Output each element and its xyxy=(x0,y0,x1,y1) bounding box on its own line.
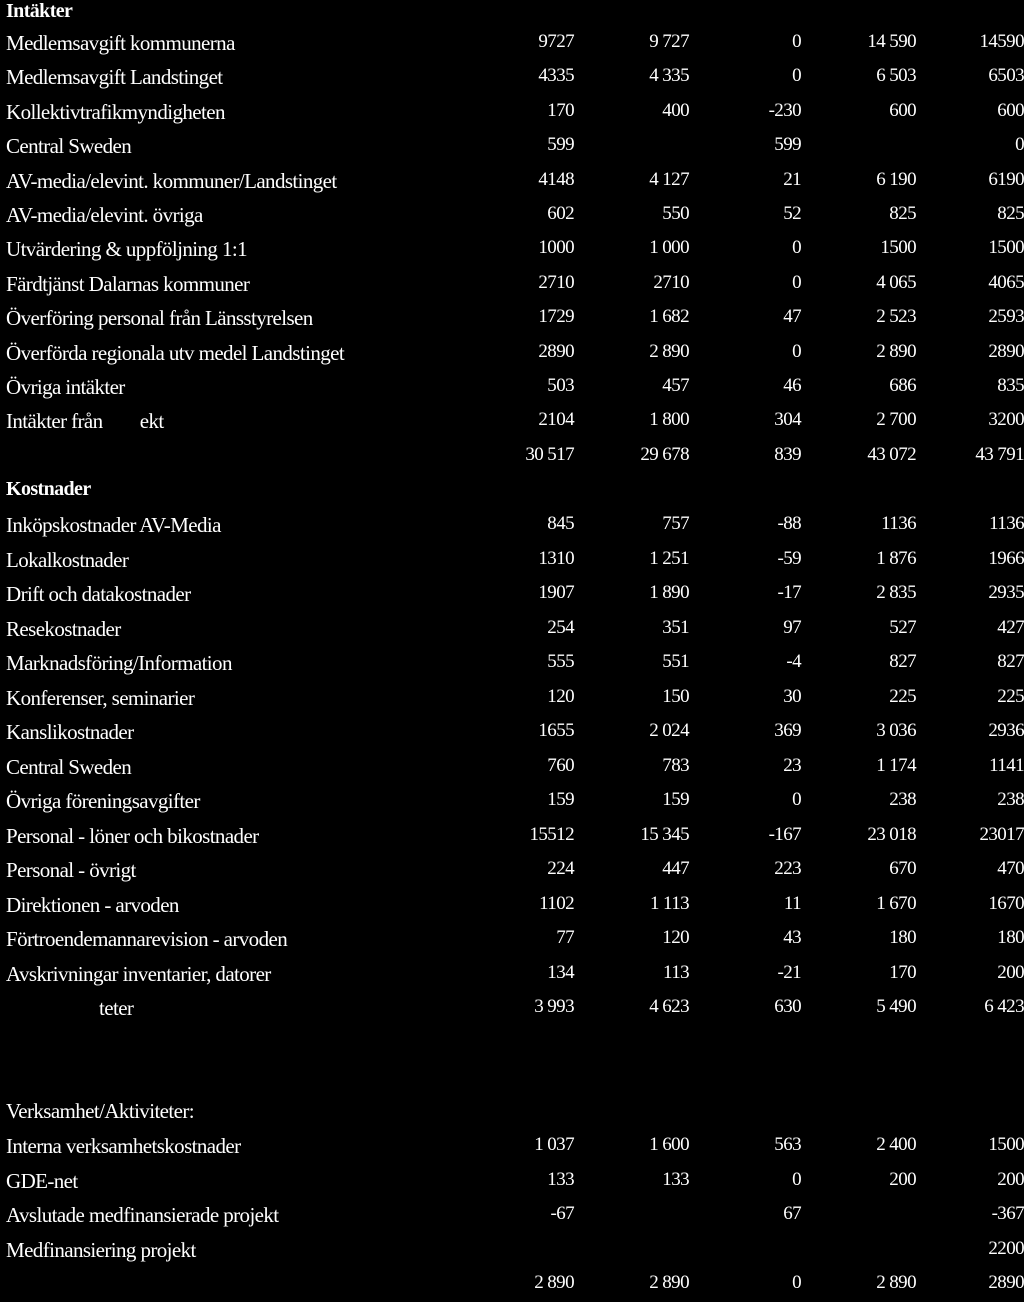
row-label: AV-media/elevint. kommuner/Landstinget xyxy=(6,168,337,193)
value-cell: 0 xyxy=(792,1168,801,1190)
value-cell: 1 890 xyxy=(649,582,689,603)
value-cell: 1 800 xyxy=(649,409,689,431)
row-label: Central Sweden xyxy=(6,754,132,779)
value-cell: 600 xyxy=(889,99,916,121)
value-cell: 503 xyxy=(547,375,574,396)
value-cell: 159 xyxy=(547,789,574,810)
table-row xyxy=(0,582,1024,612)
value-cell: 2890 xyxy=(988,1272,1024,1294)
value-cell: 2936 xyxy=(988,720,1024,741)
value-cell: 225 xyxy=(889,685,916,707)
value-cell: 97 xyxy=(783,616,801,638)
value-cell: 1 037 xyxy=(534,1134,574,1155)
value-cell: 2710 xyxy=(538,271,574,293)
value-cell: 150 xyxy=(662,685,689,707)
row-label: Resekostnader xyxy=(6,616,121,641)
value-cell: -230 xyxy=(768,99,801,121)
table-row xyxy=(0,100,1024,130)
value-cell: 2200 xyxy=(988,1237,1024,1259)
table-row xyxy=(0,1134,1024,1164)
row-label: Interna verksamhetskostnader xyxy=(6,1134,241,1158)
value-cell: 2 400 xyxy=(876,1134,916,1155)
value-cell: 599 xyxy=(547,134,574,156)
row-label: Drift och datakostnader xyxy=(6,582,191,606)
value-cell: 825 xyxy=(889,203,916,224)
value-cell: -67 xyxy=(550,1203,574,1225)
value-cell: 1141 xyxy=(989,754,1024,776)
value-cell: 2 523 xyxy=(876,306,916,328)
value-cell: 6 190 xyxy=(876,168,916,190)
value-cell: 225 xyxy=(997,685,1024,707)
value-cell: 2 890 xyxy=(649,340,689,362)
row-label: Personal - löner och bikostnader xyxy=(6,823,259,848)
table-row xyxy=(0,375,1024,405)
value-cell: 1 682 xyxy=(649,306,689,328)
value-cell: 0 xyxy=(792,340,801,362)
value-cell: 2104 xyxy=(538,409,574,431)
row-label: Central Sweden xyxy=(6,134,132,159)
table-row xyxy=(0,617,1024,647)
value-cell: 563 xyxy=(774,1134,801,1155)
table-row xyxy=(0,824,1024,854)
value-cell: 2890 xyxy=(988,340,1024,362)
value-cell: 670 xyxy=(889,858,916,879)
value-cell: 3200 xyxy=(988,409,1024,431)
row-label: GDE-net xyxy=(6,1168,78,1193)
table-row xyxy=(0,686,1024,716)
table-row xyxy=(0,341,1024,371)
value-cell: 427 xyxy=(997,616,1024,638)
value-cell: 223 xyxy=(774,858,801,879)
row-label: Intäkter från ekt xyxy=(6,409,164,434)
value-cell: 1907 xyxy=(538,582,574,603)
value-cell: 6 503 xyxy=(876,65,916,87)
value-cell: 200 xyxy=(997,1168,1024,1190)
value-cell: 43 072 xyxy=(867,443,916,465)
value-cell: 1729 xyxy=(538,306,574,328)
value-cell: 369 xyxy=(774,720,801,741)
value-cell: 77 xyxy=(556,927,574,948)
value-cell: 4335 xyxy=(538,65,574,87)
value-cell: 630 xyxy=(774,996,801,1017)
value-cell: 133 xyxy=(547,1168,574,1190)
table-row xyxy=(0,996,1024,1026)
value-cell: -21 xyxy=(777,961,801,983)
table-row xyxy=(0,962,1024,992)
value-cell: 783 xyxy=(662,754,689,776)
row-label: Övriga intäkter xyxy=(6,375,125,399)
value-cell: 46 xyxy=(783,375,801,396)
value-cell: 4065 xyxy=(988,271,1024,293)
value-cell: 43 791 xyxy=(975,443,1024,465)
value-cell: 4 127 xyxy=(649,168,689,190)
value-cell: 1 113 xyxy=(649,892,689,914)
value-cell: 304 xyxy=(774,409,801,431)
row-label: Direktionen - arvoden xyxy=(6,892,179,917)
value-cell: 2593 xyxy=(988,306,1024,328)
table-row xyxy=(0,272,1024,302)
table-row xyxy=(0,893,1024,923)
value-cell: 1000 xyxy=(538,237,574,259)
value-cell: 1310 xyxy=(538,547,574,569)
value-cell: 555 xyxy=(547,651,574,672)
table-row xyxy=(0,306,1024,336)
value-cell: 134 xyxy=(547,961,574,983)
value-cell: 4 623 xyxy=(649,996,689,1017)
total-row xyxy=(0,1272,1024,1302)
row-label: Lokalkostnader xyxy=(6,547,129,572)
value-cell: 238 xyxy=(997,789,1024,810)
verksamhet-section-header xyxy=(0,1099,1024,1129)
value-cell: 3 036 xyxy=(876,720,916,741)
row-label: Avskrivningar inventarier, datorer xyxy=(6,961,271,986)
value-cell: 1670 xyxy=(988,892,1024,914)
value-cell: 2710 xyxy=(653,271,689,293)
value-cell: 1 174 xyxy=(876,754,916,776)
row-label: Överförda regionala utv medel Landstinget xyxy=(6,340,345,365)
table-row xyxy=(0,1169,1024,1199)
table-row xyxy=(0,237,1024,267)
table-row xyxy=(0,755,1024,785)
value-cell: 2 890 xyxy=(534,1272,574,1294)
value-cell: 447 xyxy=(662,858,689,879)
value-cell: 30 517 xyxy=(525,443,574,465)
value-cell: 23 018 xyxy=(867,823,916,845)
value-cell: 351 xyxy=(662,616,689,638)
value-cell: -367 xyxy=(991,1203,1024,1225)
value-cell: 1 670 xyxy=(876,892,916,914)
table-row xyxy=(0,409,1024,439)
value-cell: 4 335 xyxy=(649,65,689,87)
value-cell: 1500 xyxy=(880,237,916,259)
value-cell: 2890 xyxy=(538,340,574,362)
value-cell: 47 xyxy=(783,306,801,328)
value-cell: 170 xyxy=(889,961,916,983)
value-cell: 1 251 xyxy=(649,547,689,569)
value-cell: 1102 xyxy=(539,892,574,914)
value-cell: 5 490 xyxy=(876,996,916,1017)
value-cell: 4148 xyxy=(538,168,574,190)
value-cell: 1 600 xyxy=(649,1134,689,1155)
value-cell: 1966 xyxy=(988,547,1024,569)
table-row xyxy=(0,720,1024,750)
value-cell: 6503 xyxy=(988,65,1024,87)
value-cell: 1500 xyxy=(988,237,1024,259)
row-label: Marknadsföring/Information xyxy=(6,651,232,675)
value-cell: 1 000 xyxy=(649,237,689,259)
row-label: Inköpskostnader AV-Media xyxy=(6,513,221,537)
value-cell: 827 xyxy=(889,651,916,672)
value-cell: -88 xyxy=(777,513,801,534)
value-cell: 3 993 xyxy=(534,996,574,1017)
table-row xyxy=(0,65,1024,95)
value-cell: 159 xyxy=(662,789,689,810)
row-label: Övriga föreningsavgifter xyxy=(6,789,200,813)
value-cell: 839 xyxy=(774,443,801,465)
value-cell: 238 xyxy=(889,789,916,810)
table-row xyxy=(0,513,1024,543)
table-row xyxy=(0,134,1024,164)
value-cell: 0 xyxy=(792,1272,801,1294)
value-cell: 11 xyxy=(783,892,801,914)
value-cell: 825 xyxy=(997,203,1024,224)
value-cell: 0 xyxy=(792,789,801,810)
row-label: Kollektivtrafikmyndigheten xyxy=(6,99,225,124)
table-row xyxy=(0,1203,1024,1233)
value-cell: 120 xyxy=(547,685,574,707)
value-cell: 400 xyxy=(662,99,689,121)
row-label: Kanslikostnader xyxy=(6,720,134,744)
value-cell: 2935 xyxy=(988,582,1024,603)
value-cell: 757 xyxy=(662,513,689,534)
value-cell: 9727 xyxy=(538,31,574,52)
value-cell: 0 xyxy=(792,31,801,52)
row-label: Överföring personal från Länsstyrelsen xyxy=(6,306,313,331)
value-cell: 2 024 xyxy=(649,720,689,741)
value-cell: 200 xyxy=(997,961,1024,983)
value-cell: 6190 xyxy=(988,168,1024,190)
value-cell: 43 xyxy=(783,927,801,948)
value-cell: 470 xyxy=(997,858,1024,879)
value-cell: 14590 xyxy=(979,31,1024,52)
intakter-section-header: Intäkter xyxy=(6,0,73,22)
value-cell: 599 xyxy=(774,134,801,156)
value-cell: 180 xyxy=(889,927,916,948)
value-cell: 0 xyxy=(1015,134,1024,156)
value-cell: 760 xyxy=(547,754,574,776)
value-cell: 15512 xyxy=(529,823,574,845)
value-cell: 827 xyxy=(997,651,1024,672)
value-cell: 113 xyxy=(663,961,689,983)
value-cell: -4 xyxy=(786,651,801,672)
row-label: Avslutade medfinansierade projekt xyxy=(6,1203,279,1228)
value-cell: 23 xyxy=(783,754,801,776)
table-row xyxy=(0,1238,1024,1268)
value-cell: 0 xyxy=(792,271,801,293)
value-cell: 9 727 xyxy=(649,31,689,52)
table-row xyxy=(0,169,1024,199)
value-cell: 15 345 xyxy=(640,823,689,845)
value-cell: 0 xyxy=(792,65,801,87)
total-row xyxy=(0,444,1024,474)
value-cell: 29 678 xyxy=(640,443,689,465)
row-label: Utvärdering & uppföljning 1:1 xyxy=(6,237,247,262)
table-row xyxy=(0,651,1024,681)
value-cell: 21 xyxy=(783,168,801,190)
value-cell: 1500 xyxy=(988,1134,1024,1155)
value-cell: 67 xyxy=(783,1203,801,1225)
value-cell: 1 876 xyxy=(876,547,916,569)
value-cell: 6 423 xyxy=(984,996,1024,1017)
row-label: Förtroendemannarevision - arvoden xyxy=(6,927,288,951)
value-cell: 1655 xyxy=(538,720,574,741)
row-label: Färdtjänst Dalarnas kommuner xyxy=(6,271,250,296)
value-cell: 845 xyxy=(547,513,574,534)
value-cell: 180 xyxy=(997,927,1024,948)
row-label: teter xyxy=(6,996,134,1020)
value-cell: 133 xyxy=(662,1168,689,1190)
value-cell: -59 xyxy=(777,547,801,569)
value-cell: 23017 xyxy=(979,823,1024,845)
value-cell: 457 xyxy=(662,375,689,396)
row-label: Medfinansiering projekt xyxy=(6,1237,196,1262)
table-row xyxy=(0,927,1024,957)
value-cell: 2 890 xyxy=(876,1272,916,1294)
value-cell: 170 xyxy=(547,99,574,121)
value-cell: 2 890 xyxy=(876,340,916,362)
value-cell: 30 xyxy=(783,685,801,707)
row-label: AV-media/elevint. övriga xyxy=(6,203,203,227)
value-cell: 4 065 xyxy=(876,271,916,293)
row-label: Medlemsavgift kommunerna xyxy=(6,31,235,55)
value-cell: 0 xyxy=(792,237,801,259)
kostnader-section-header: Kostnader xyxy=(6,478,91,500)
value-cell: 602 xyxy=(547,203,574,224)
value-cell: 2 890 xyxy=(649,1272,689,1294)
value-cell: 686 xyxy=(889,375,916,396)
table-row xyxy=(0,789,1024,819)
row-label: Medlemsavgift Landstinget xyxy=(6,65,223,90)
value-cell: 14 590 xyxy=(867,31,916,52)
value-cell: 551 xyxy=(662,651,689,672)
table-row xyxy=(0,858,1024,888)
value-cell: 835 xyxy=(997,375,1024,396)
value-cell: 527 xyxy=(889,616,916,638)
row-label: Personal - övrigt xyxy=(6,858,136,882)
value-cell: 2 835 xyxy=(876,582,916,603)
value-cell: 600 xyxy=(997,99,1024,121)
value-cell: -167 xyxy=(768,823,801,845)
value-cell: -17 xyxy=(777,582,801,603)
value-cell: 200 xyxy=(889,1168,916,1190)
value-cell: 1136 xyxy=(989,513,1024,534)
value-cell: 120 xyxy=(662,927,689,948)
section-header-label: Verksamhet/Aktiviteter: xyxy=(6,1099,194,1123)
value-cell: 224 xyxy=(547,858,574,879)
row-label: Konferenser, seminarier xyxy=(6,685,195,710)
value-cell: 2 700 xyxy=(876,409,916,431)
value-cell: 254 xyxy=(547,616,574,638)
value-cell: 550 xyxy=(662,203,689,224)
value-cell: 1136 xyxy=(881,513,916,534)
table-row xyxy=(0,31,1024,61)
table-row xyxy=(0,203,1024,233)
value-cell: 52 xyxy=(783,203,801,224)
table-row xyxy=(0,548,1024,578)
